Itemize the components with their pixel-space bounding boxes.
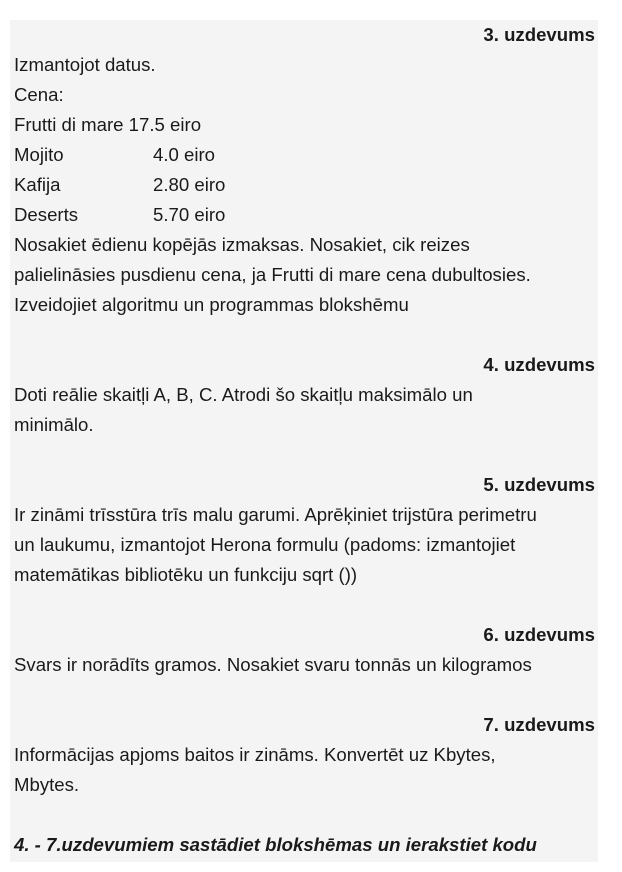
task7-text-line: Informācijas apjoms baitos ir zināms. Konvertēt uz Kbytes, [14,744,496,765]
task3-first-item: Frutti di mare 17.5 eiro [14,114,202,135]
price-row [10,140,598,170]
task4-text-line: minimālo. [14,414,94,435]
price-item-name: Kafija [14,174,61,195]
task3-intro: Izmantojot datus. [14,54,156,75]
section-spacer [10,320,598,350]
price-item-value: 4.0 eiro [153,144,216,165]
task4-text-line: Doti reālie skaitļi A, B, C. Atrodi šo skaitļu maksimālo un [14,384,473,405]
task5-text-line: Ir zināmi trīsstūra trīs malu garumi. Aprēķiniet trijstūra perimetru [14,504,537,525]
task7-heading: 7. uzdevums [483,714,595,735]
section-spacer [10,440,598,470]
task6-text-line: Svars ir norādīts gramos. Nosakiet svaru tonnās un kilogramos [14,654,532,675]
task4-heading: 4. uzdevums [483,354,595,375]
task3-heading: 3. uzdevums [483,24,595,45]
task3-text-line: Izveidojiet algoritmu un programmas blokshēmu [14,294,409,315]
price-item-value: 2.80 eiro [153,174,226,195]
section-spacer [10,680,598,710]
price-item-value: 5.70 eiro [153,204,226,225]
task3-price-label: Cena: [14,84,64,105]
task3-text-line: palielināsies pusdienu cena, ja Frutti di mare cena dubultosies. [14,264,531,285]
section-spacer [10,590,598,620]
price-row [10,170,598,200]
task5-heading: 5. uzdevums [483,474,595,495]
section-spacer [10,800,598,830]
footer-instruction: 4. - 7.uzdevumiem sastādiet blokshēmas un ierakstiet kodu [14,834,537,855]
task7-text-line: Mbytes. [14,774,80,795]
document-page [10,20,598,862]
task5-text-line: matemātikas bibliotēku un funkciju sqrt ()) [14,564,358,585]
price-row [10,200,598,230]
task5-text-line: un laukumu, izmantojot Herona formulu (padoms: izmantojiet [14,534,516,555]
task6-heading: 6. uzdevums [483,624,595,645]
task3-text-line: Nosakiet ēdienu kopējās izmaksas. Nosakiet, cik reizes [14,234,470,255]
price-item-name: Deserts [14,204,79,225]
price-item-name: Mojito [14,144,64,165]
